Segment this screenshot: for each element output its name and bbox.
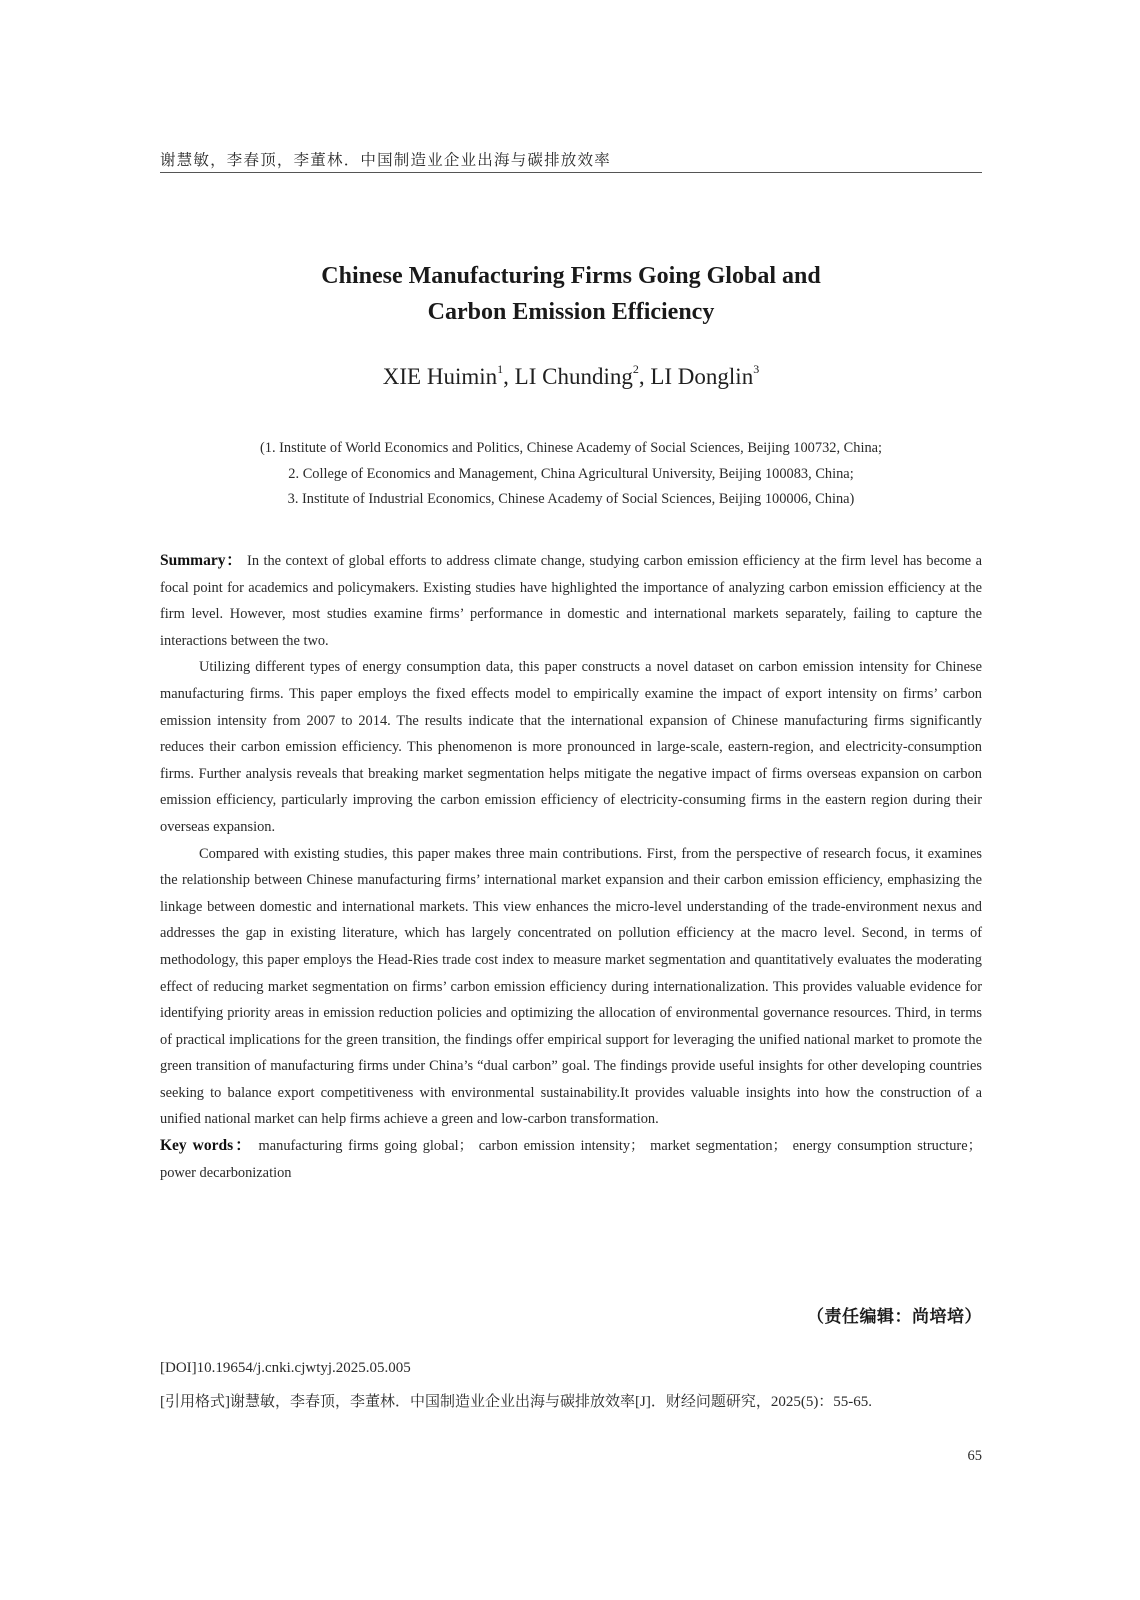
summary-text: In the context of global efforts to address climate change, studying carbon emission efficiency at the firm level has become a focal point for academics and policymakers. Existing studies have highlighted the importance of analyzing carbon emission efficiency at the firm level. However, most studies examine firms’ performance in domestic and international markets separately, failing to capture the interactions between the two. — [160, 553, 982, 649]
running-header: 谢慧敏，李春顶，李董林．中国制造业企业出海与碳排放效率 — [160, 152, 611, 169]
article-title — [160, 258, 982, 330]
summary-paragraph — [160, 548, 982, 654]
author-affiliation-marker: 2 — [632, 362, 639, 377]
citation-format: [引用格式]谢慧敏，李春顶，李董林．中国制造业企业出海与碳排放效率[J]．财经问题研究，2025(5)：55-65. — [160, 1394, 873, 1410]
responsible-editor: （责任编辑：尚培培） — [807, 1307, 982, 1327]
title-line-1: Chinese Manufacturing Firms Going Global and — [321, 263, 821, 289]
affiliation-line: 3. Institute of Industrial Economics, Chinese Academy of Social Sciences, Beijing 100006, China) — [287, 491, 855, 508]
title-line-2: Carbon Emission Efficiency — [427, 299, 715, 325]
keywords-paragraph — [160, 1133, 982, 1186]
page-number: 65 — [967, 1448, 982, 1464]
keywords-label: Key words： — [160, 1137, 253, 1155]
abstract-section — [160, 548, 982, 1186]
keywords-text: manufacturing firms going global； carbon emission intensity； market segmentation； energy consumption structure； power decarbonization — [160, 1138, 982, 1181]
author-list — [160, 364, 982, 390]
affiliation-line: (1. Institute of World Economics and Politics, Chinese Academy of Social Sciences, Beijing 100732, China; — [259, 440, 883, 456]
summary-paragraph: Utilizing different types of energy consumption data, this paper constructs a novel dataset on carbon emission intensity for Chinese manufacturing firms. This paper employs the fixed effects model to empirically examine the impact of export intensity on firms’ carbon emission intensity from 2007 to 2014. The results indicate that the international expansion of Chinese manufacturing firms significantly reduces their carbon emission efficiency. This phenomenon is more pronounced in large-scale, eastern-region, and electricity-consumption firms. Further analysis reveals that breaking market segmentation helps mitigate the negative impact of firms overseas expansion on carbon emission efficiency, particularly improving the carbon emission efficiency of electricity-consuming firms in the eastern region during their overseas expansion. — [160, 659, 982, 835]
author-name: LI Donglin — [650, 364, 754, 389]
affiliations — [160, 436, 982, 513]
summary-paragraph: Compared with existing studies, this paper makes three main contributions. First, from the perspective of research focus, it examines the relationship between Chinese manufacturing firms’ international market expansion and their carbon emission efficiency, emphasizing the linkage between domestic and international markets. This view enhances the micro-level understanding of the trade-environment nexus and addresses the gap in existing literature, which has largely concentrated on pollution efficiency at the macro level. Second, in terms of methodology, this paper employs the Head-Ries trade cost index to measure market segmentation and quantitatively evaluates the moderating effect of reducing market segmentation on firms’ carbon emission efficiency during internationalization. This provides valuable evidence for identifying priority areas in emission reduction policies and optimizing the allocation of environmental governance resources. Third, in terms of practical implications for the green transition, the findings offer empirical support for leveraging the unified national market to promote the green transition of manufacturing firms under China’s “dual carbon” goal. The findings provide useful insights for other developing countries seeking to balance export competitiveness with environmental sustainability.It provides valuable insights into how the construction of a unified national market can help firms achieve a green and low-carbon transformation. — [160, 845, 982, 1128]
author-name: XIE Huimin — [382, 364, 498, 389]
author-separator: , — [503, 364, 515, 389]
summary-label: Summary： — [160, 552, 243, 569]
author-affiliation-marker: 1 — [497, 362, 504, 377]
affiliation-line: 2. College of Economics and Management, China Agricultural University, Beijing 100083, China; — [288, 465, 854, 482]
doi-line: [DOI]10.19654/j.cnki.cjwtyj.2025.05.005 — [160, 1360, 411, 1376]
author-affiliation-marker: 3 — [753, 362, 760, 377]
author-name: LI Chunding — [514, 364, 633, 389]
author-separator: , — [638, 364, 651, 389]
header-divider — [160, 172, 982, 173]
